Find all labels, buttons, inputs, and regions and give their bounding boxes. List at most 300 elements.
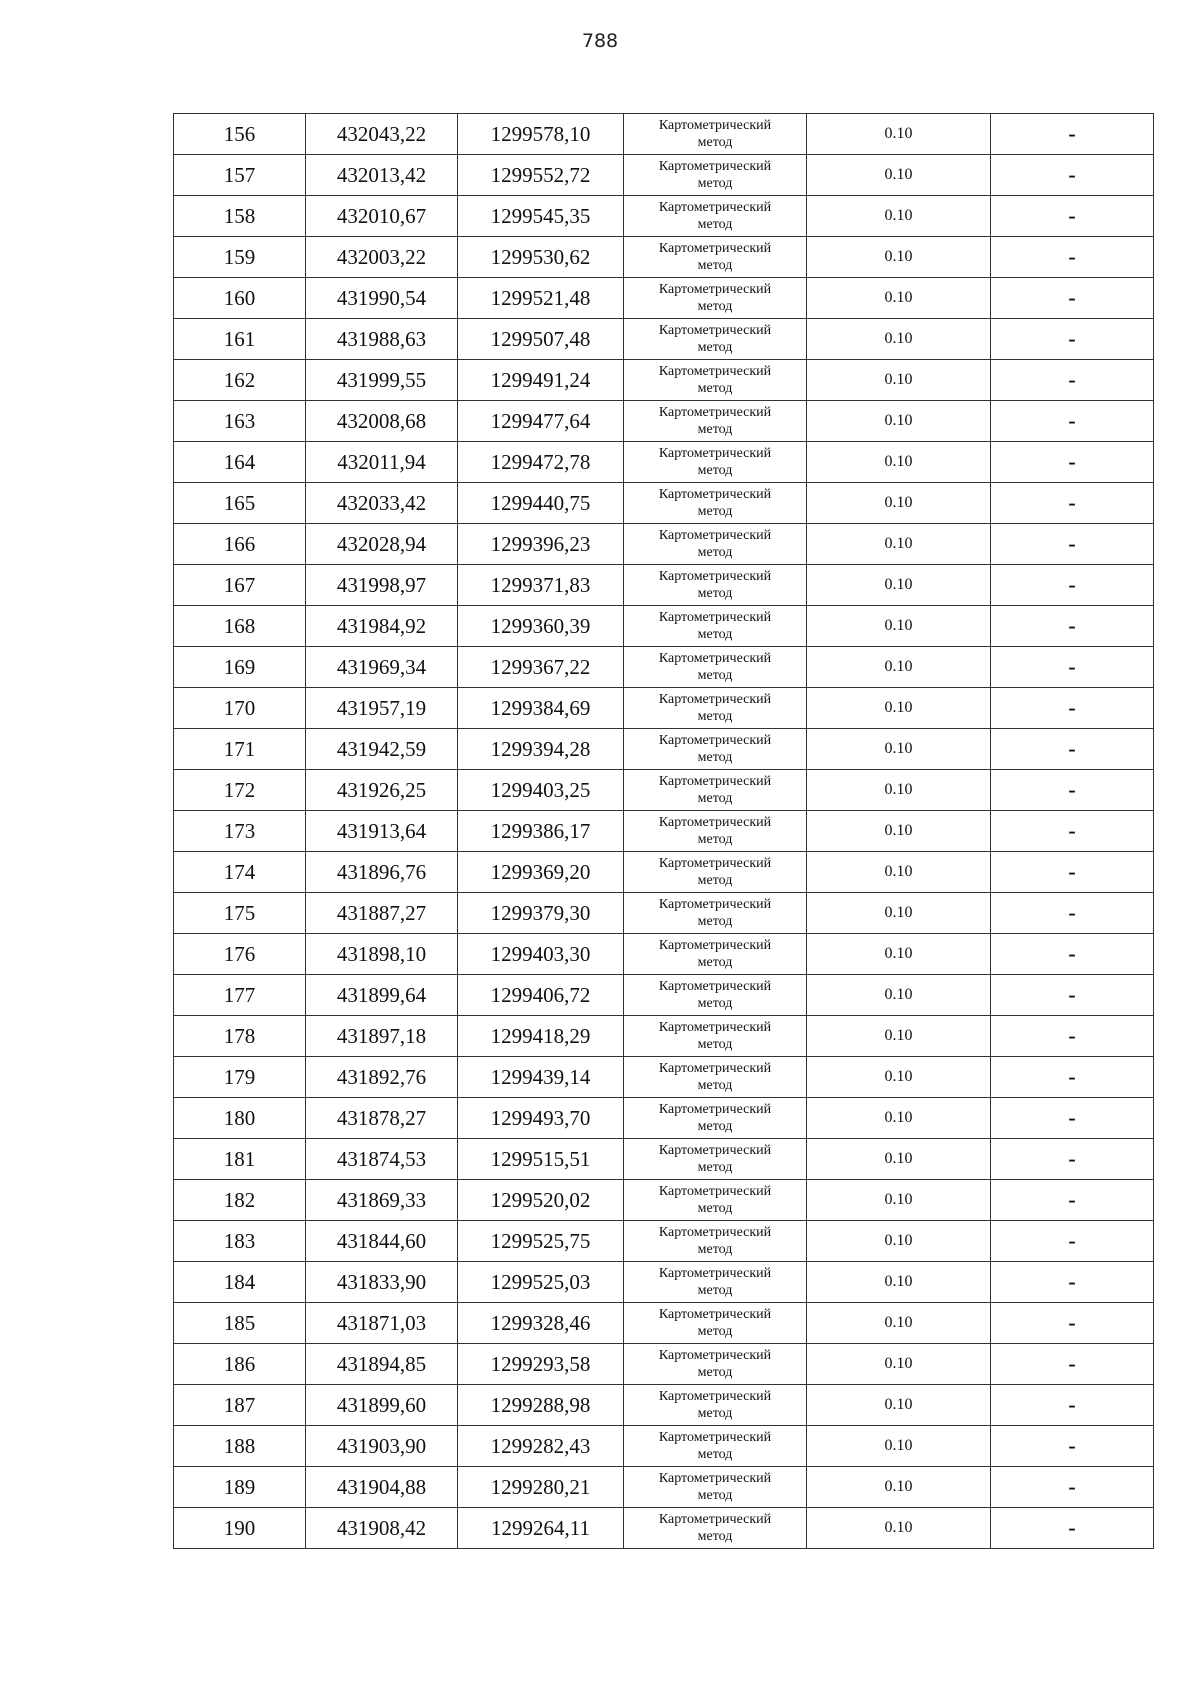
x-coordinate-cell: 431833,90 [306, 1262, 458, 1303]
method-text-line: метод [697, 627, 733, 642]
x-coordinate-cell: 431988,63 [306, 319, 458, 360]
x-coordinate-cell: 431887,27 [306, 893, 458, 934]
table-row [174, 1139, 1154, 1180]
x-coordinate-cell: 431874,53 [306, 1139, 458, 1180]
description-cell: - [991, 1426, 1154, 1467]
table-row [174, 811, 1154, 852]
table-row [174, 1221, 1154, 1262]
table-row [174, 934, 1154, 975]
x-coordinate-cell: 431998,97 [306, 565, 458, 606]
y-coordinate-cell: 1299379,30 [458, 893, 624, 934]
method-text-line: метод [697, 1078, 733, 1093]
precision-cell: 0.10 [807, 1057, 991, 1098]
table-row [174, 770, 1154, 811]
precision-cell: 0.10 [807, 237, 991, 278]
method-cell [624, 1139, 807, 1180]
method-text-line: метод [697, 1365, 733, 1380]
y-coordinate-cell: 1299521,48 [458, 278, 624, 319]
method-text-line: метод [697, 299, 733, 314]
x-coordinate-cell: 432043,22 [306, 114, 458, 155]
x-coordinate-cell: 431894,85 [306, 1344, 458, 1385]
precision-cell: 0.10 [807, 1508, 991, 1549]
method-text-line: Картометрический [658, 1102, 772, 1117]
method-cell [624, 852, 807, 893]
method-text-line: метод [697, 1283, 733, 1298]
point-number-cell: 162 [174, 360, 306, 401]
method-text-line: метод [697, 258, 733, 273]
method-cell [624, 114, 807, 155]
method-text-line: метод [697, 668, 733, 683]
precision-cell: 0.10 [807, 1303, 991, 1344]
method-text-line: Картометрический [658, 1430, 772, 1445]
point-number-cell: 177 [174, 975, 306, 1016]
table-row [174, 1467, 1154, 1508]
y-coordinate-cell: 1299403,25 [458, 770, 624, 811]
method-text-line: Картометрический [658, 282, 772, 297]
description-cell: - [991, 155, 1154, 196]
x-coordinate-cell: 431969,34 [306, 647, 458, 688]
x-coordinate-cell: 431899,60 [306, 1385, 458, 1426]
point-number-cell: 181 [174, 1139, 306, 1180]
method-cell [624, 1467, 807, 1508]
x-coordinate-cell: 432011,94 [306, 442, 458, 483]
precision-cell: 0.10 [807, 1098, 991, 1139]
method-text-line: метод [697, 1406, 733, 1421]
precision-cell: 0.10 [807, 811, 991, 852]
precision-cell: 0.10 [807, 1262, 991, 1303]
y-coordinate-cell: 1299282,43 [458, 1426, 624, 1467]
description-cell: - [991, 114, 1154, 155]
description-cell: - [991, 770, 1154, 811]
method-text-line: метод [697, 832, 733, 847]
method-text-line: Картометрический [658, 446, 772, 461]
point-number-cell: 158 [174, 196, 306, 237]
y-coordinate-cell: 1299472,78 [458, 442, 624, 483]
table-row [174, 524, 1154, 565]
page-number: 788 [581, 30, 619, 52]
precision-cell: 0.10 [807, 114, 991, 155]
method-text-line: метод [697, 1242, 733, 1257]
precision-cell: 0.10 [807, 934, 991, 975]
x-coordinate-cell: 431878,27 [306, 1098, 458, 1139]
y-coordinate-cell: 1299507,48 [458, 319, 624, 360]
y-coordinate-cell: 1299520,02 [458, 1180, 624, 1221]
method-cell [624, 483, 807, 524]
y-coordinate-cell: 1299264,11 [458, 1508, 624, 1549]
method-cell [624, 237, 807, 278]
method-cell [624, 688, 807, 729]
x-coordinate-cell: 432033,42 [306, 483, 458, 524]
table-row [174, 688, 1154, 729]
method-cell [624, 1016, 807, 1057]
x-coordinate-cell: 431990,54 [306, 278, 458, 319]
y-coordinate-cell: 1299293,58 [458, 1344, 624, 1385]
table-row [174, 442, 1154, 483]
point-number-cell: 161 [174, 319, 306, 360]
point-number-cell: 190 [174, 1508, 306, 1549]
method-text-line: метод [697, 1488, 733, 1503]
method-text-line: Картометрический [658, 1307, 772, 1322]
y-coordinate-cell: 1299545,35 [458, 196, 624, 237]
x-coordinate-cell: 431942,59 [306, 729, 458, 770]
table-row [174, 155, 1154, 196]
method-cell [624, 1221, 807, 1262]
method-cell [624, 1262, 807, 1303]
precision-cell: 0.10 [807, 975, 991, 1016]
method-cell [624, 565, 807, 606]
description-cell: - [991, 729, 1154, 770]
description-cell: - [991, 401, 1154, 442]
description-cell: - [991, 524, 1154, 565]
method-text-line: метод [697, 1324, 733, 1339]
description-cell: - [991, 1016, 1154, 1057]
precision-cell: 0.10 [807, 729, 991, 770]
x-coordinate-cell: 431999,55 [306, 360, 458, 401]
x-coordinate-cell: 431957,19 [306, 688, 458, 729]
y-coordinate-cell: 1299439,14 [458, 1057, 624, 1098]
point-number-cell: 174 [174, 852, 306, 893]
point-number-cell: 166 [174, 524, 306, 565]
precision-cell: 0.10 [807, 442, 991, 483]
point-number-cell: 179 [174, 1057, 306, 1098]
table-row [174, 729, 1154, 770]
description-cell: - [991, 319, 1154, 360]
description-cell: - [991, 893, 1154, 934]
description-cell: - [991, 934, 1154, 975]
method-cell [624, 647, 807, 688]
table-row [174, 1016, 1154, 1057]
method-text-line: Картометрический [658, 200, 772, 215]
method-text-line: Картометрический [658, 1389, 772, 1404]
precision-cell: 0.10 [807, 606, 991, 647]
point-number-cell: 183 [174, 1221, 306, 1262]
point-number-cell: 175 [174, 893, 306, 934]
table-row [174, 319, 1154, 360]
method-cell [624, 975, 807, 1016]
method-cell [624, 1303, 807, 1344]
table-row [174, 893, 1154, 934]
point-number-cell: 171 [174, 729, 306, 770]
method-text-line: метод [697, 709, 733, 724]
coordinates-table-body [174, 114, 1154, 1549]
point-number-cell: 159 [174, 237, 306, 278]
x-coordinate-cell: 432008,68 [306, 401, 458, 442]
method-text-line: Картометрический [658, 1512, 772, 1527]
point-number-cell: 173 [174, 811, 306, 852]
point-number-cell: 189 [174, 1467, 306, 1508]
y-coordinate-cell: 1299552,72 [458, 155, 624, 196]
method-cell [624, 319, 807, 360]
x-coordinate-cell: 431896,76 [306, 852, 458, 893]
point-number-cell: 186 [174, 1344, 306, 1385]
y-coordinate-cell: 1299418,29 [458, 1016, 624, 1057]
method-text-line: Картометрический [658, 1020, 772, 1035]
y-coordinate-cell: 1299493,70 [458, 1098, 624, 1139]
method-cell [624, 770, 807, 811]
precision-cell: 0.10 [807, 1385, 991, 1426]
point-number-cell: 169 [174, 647, 306, 688]
y-coordinate-cell: 1299491,24 [458, 360, 624, 401]
table-row [174, 483, 1154, 524]
precision-cell: 0.10 [807, 319, 991, 360]
precision-cell: 0.10 [807, 401, 991, 442]
method-text-line: метод [697, 135, 733, 150]
y-coordinate-cell: 1299406,72 [458, 975, 624, 1016]
method-text-line: Картометрический [658, 692, 772, 707]
precision-cell: 0.10 [807, 1221, 991, 1262]
method-text-line: метод [697, 873, 733, 888]
method-text-line: метод [697, 381, 733, 396]
x-coordinate-cell: 431908,42 [306, 1508, 458, 1549]
table-row [174, 1180, 1154, 1221]
method-text-line: метод [697, 340, 733, 355]
y-coordinate-cell: 1299525,03 [458, 1262, 624, 1303]
method-text-line: метод [697, 1447, 733, 1462]
table-row [174, 1303, 1154, 1344]
method-cell [624, 524, 807, 565]
method-text-line: метод [697, 1037, 733, 1052]
description-cell: - [991, 1467, 1154, 1508]
method-text-line: Картометрический [658, 118, 772, 133]
method-cell [624, 1057, 807, 1098]
description-cell: - [991, 442, 1154, 483]
method-cell [624, 934, 807, 975]
table-row [174, 975, 1154, 1016]
y-coordinate-cell: 1299530,62 [458, 237, 624, 278]
method-cell [624, 1508, 807, 1549]
x-coordinate-cell: 431897,18 [306, 1016, 458, 1057]
method-cell [624, 893, 807, 934]
precision-cell: 0.10 [807, 1016, 991, 1057]
description-cell: - [991, 1508, 1154, 1549]
method-cell [624, 401, 807, 442]
method-cell [624, 155, 807, 196]
method-text-line: метод [697, 463, 733, 478]
point-number-cell: 163 [174, 401, 306, 442]
description-cell: - [991, 1098, 1154, 1139]
point-number-cell: 165 [174, 483, 306, 524]
table-row [174, 401, 1154, 442]
method-text-line: Картометрический [658, 405, 772, 420]
table-row [174, 1385, 1154, 1426]
method-text-line: Картометрический [658, 733, 772, 748]
table-row [174, 278, 1154, 319]
y-coordinate-cell: 1299367,22 [458, 647, 624, 688]
description-cell: - [991, 975, 1154, 1016]
method-cell [624, 1385, 807, 1426]
point-number-cell: 172 [174, 770, 306, 811]
method-text-line: Картометрический [658, 1471, 772, 1486]
point-number-cell: 184 [174, 1262, 306, 1303]
y-coordinate-cell: 1299440,75 [458, 483, 624, 524]
y-coordinate-cell: 1299328,46 [458, 1303, 624, 1344]
x-coordinate-cell: 431844,60 [306, 1221, 458, 1262]
table-row [174, 647, 1154, 688]
point-number-cell: 170 [174, 688, 306, 729]
method-text-line: метод [697, 1160, 733, 1175]
x-coordinate-cell: 432013,42 [306, 155, 458, 196]
method-text-line: метод [697, 176, 733, 191]
method-text-line: Картометрический [658, 1225, 772, 1240]
precision-cell: 0.10 [807, 647, 991, 688]
table-row [174, 1098, 1154, 1139]
description-cell: - [991, 1180, 1154, 1221]
method-text-line: Картометрический [658, 323, 772, 338]
x-coordinate-cell: 431904,88 [306, 1467, 458, 1508]
description-cell: - [991, 811, 1154, 852]
method-text-line: метод [697, 586, 733, 601]
method-cell [624, 360, 807, 401]
table-row [174, 1426, 1154, 1467]
precision-cell: 0.10 [807, 1344, 991, 1385]
method-cell [624, 1426, 807, 1467]
method-text-line: Картометрический [658, 569, 772, 584]
point-number-cell: 167 [174, 565, 306, 606]
description-cell: - [991, 688, 1154, 729]
description-cell: - [991, 1221, 1154, 1262]
method-text-line: Картометрический [658, 979, 772, 994]
precision-cell: 0.10 [807, 278, 991, 319]
precision-cell: 0.10 [807, 196, 991, 237]
method-text-line: Картометрический [658, 651, 772, 666]
method-cell [624, 1344, 807, 1385]
y-coordinate-cell: 1299403,30 [458, 934, 624, 975]
y-coordinate-cell: 1299371,83 [458, 565, 624, 606]
description-cell: - [991, 1385, 1154, 1426]
method-cell [624, 278, 807, 319]
description-cell: - [991, 647, 1154, 688]
y-coordinate-cell: 1299525,75 [458, 1221, 624, 1262]
method-cell [624, 606, 807, 647]
x-coordinate-cell: 431892,76 [306, 1057, 458, 1098]
y-coordinate-cell: 1299396,23 [458, 524, 624, 565]
point-number-cell: 176 [174, 934, 306, 975]
table-row [174, 114, 1154, 155]
precision-cell: 0.10 [807, 360, 991, 401]
description-cell: - [991, 278, 1154, 319]
description-cell: - [991, 237, 1154, 278]
method-cell [624, 1098, 807, 1139]
method-text-line: метод [697, 545, 733, 560]
method-cell [624, 1180, 807, 1221]
point-number-cell: 160 [174, 278, 306, 319]
precision-cell: 0.10 [807, 1139, 991, 1180]
description-cell: - [991, 852, 1154, 893]
x-coordinate-cell: 431984,92 [306, 606, 458, 647]
precision-cell: 0.10 [807, 524, 991, 565]
precision-cell: 0.10 [807, 483, 991, 524]
method-text-line: Картометрический [658, 1348, 772, 1363]
point-number-cell: 180 [174, 1098, 306, 1139]
y-coordinate-cell: 1299394,28 [458, 729, 624, 770]
x-coordinate-cell: 431913,64 [306, 811, 458, 852]
precision-cell: 0.10 [807, 565, 991, 606]
method-text-line: метод [697, 504, 733, 519]
method-text-line: Картометрический [658, 487, 772, 502]
method-text-line: Картометрический [658, 856, 772, 871]
table-row [174, 196, 1154, 237]
y-coordinate-cell: 1299578,10 [458, 114, 624, 155]
precision-cell: 0.10 [807, 1180, 991, 1221]
method-text-line: Картометрический [658, 241, 772, 256]
y-coordinate-cell: 1299360,39 [458, 606, 624, 647]
point-number-cell: 164 [174, 442, 306, 483]
method-text-line: Картометрический [658, 938, 772, 953]
point-number-cell: 157 [174, 155, 306, 196]
description-cell: - [991, 483, 1154, 524]
method-text-line: метод [697, 996, 733, 1011]
x-coordinate-cell: 431903,90 [306, 1426, 458, 1467]
method-text-line: метод [697, 1201, 733, 1216]
y-coordinate-cell: 1299477,64 [458, 401, 624, 442]
precision-cell: 0.10 [807, 770, 991, 811]
x-coordinate-cell: 431869,33 [306, 1180, 458, 1221]
description-cell: - [991, 360, 1154, 401]
method-text-line: метод [697, 750, 733, 765]
table-row [174, 360, 1154, 401]
x-coordinate-cell: 432003,22 [306, 237, 458, 278]
method-text-line: Картометрический [658, 815, 772, 830]
table-row [174, 237, 1154, 278]
method-text-line: Картометрический [658, 1143, 772, 1158]
description-cell: - [991, 1262, 1154, 1303]
point-number-cell: 182 [174, 1180, 306, 1221]
method-cell [624, 442, 807, 483]
method-text-line: Картометрический [658, 528, 772, 543]
method-text-line: Картометрический [658, 159, 772, 174]
y-coordinate-cell: 1299280,21 [458, 1467, 624, 1508]
point-number-cell: 178 [174, 1016, 306, 1057]
precision-cell: 0.10 [807, 893, 991, 934]
table-row [174, 1057, 1154, 1098]
y-coordinate-cell: 1299384,69 [458, 688, 624, 729]
precision-cell: 0.10 [807, 1426, 991, 1467]
method-text-line: метод [697, 1529, 733, 1544]
x-coordinate-cell: 431899,64 [306, 975, 458, 1016]
x-coordinate-cell: 431926,25 [306, 770, 458, 811]
method-text-line: метод [697, 914, 733, 929]
method-text-line: метод [697, 217, 733, 232]
method-cell [624, 196, 807, 237]
point-number-cell: 168 [174, 606, 306, 647]
table-row [174, 565, 1154, 606]
description-cell: - [991, 606, 1154, 647]
method-cell [624, 729, 807, 770]
y-coordinate-cell: 1299288,98 [458, 1385, 624, 1426]
y-coordinate-cell: 1299369,20 [458, 852, 624, 893]
point-number-cell: 188 [174, 1426, 306, 1467]
y-coordinate-cell: 1299386,17 [458, 811, 624, 852]
description-cell: - [991, 565, 1154, 606]
method-text-line: метод [697, 1119, 733, 1134]
y-coordinate-cell: 1299515,51 [458, 1139, 624, 1180]
method-text-line: Картометрический [658, 1184, 772, 1199]
method-text-line: Картометрический [658, 364, 772, 379]
method-text-line: метод [697, 422, 733, 437]
point-number-cell: 187 [174, 1385, 306, 1426]
method-text-line: Картометрический [658, 610, 772, 625]
table-row [174, 1344, 1154, 1385]
precision-cell: 0.10 [807, 155, 991, 196]
precision-cell: 0.10 [807, 852, 991, 893]
method-cell [624, 811, 807, 852]
x-coordinate-cell: 431871,03 [306, 1303, 458, 1344]
method-text-line: Картометрический [658, 1061, 772, 1076]
method-text-line: Картометрический [658, 897, 772, 912]
table-row [174, 606, 1154, 647]
description-cell: - [991, 1303, 1154, 1344]
precision-cell: 0.10 [807, 688, 991, 729]
